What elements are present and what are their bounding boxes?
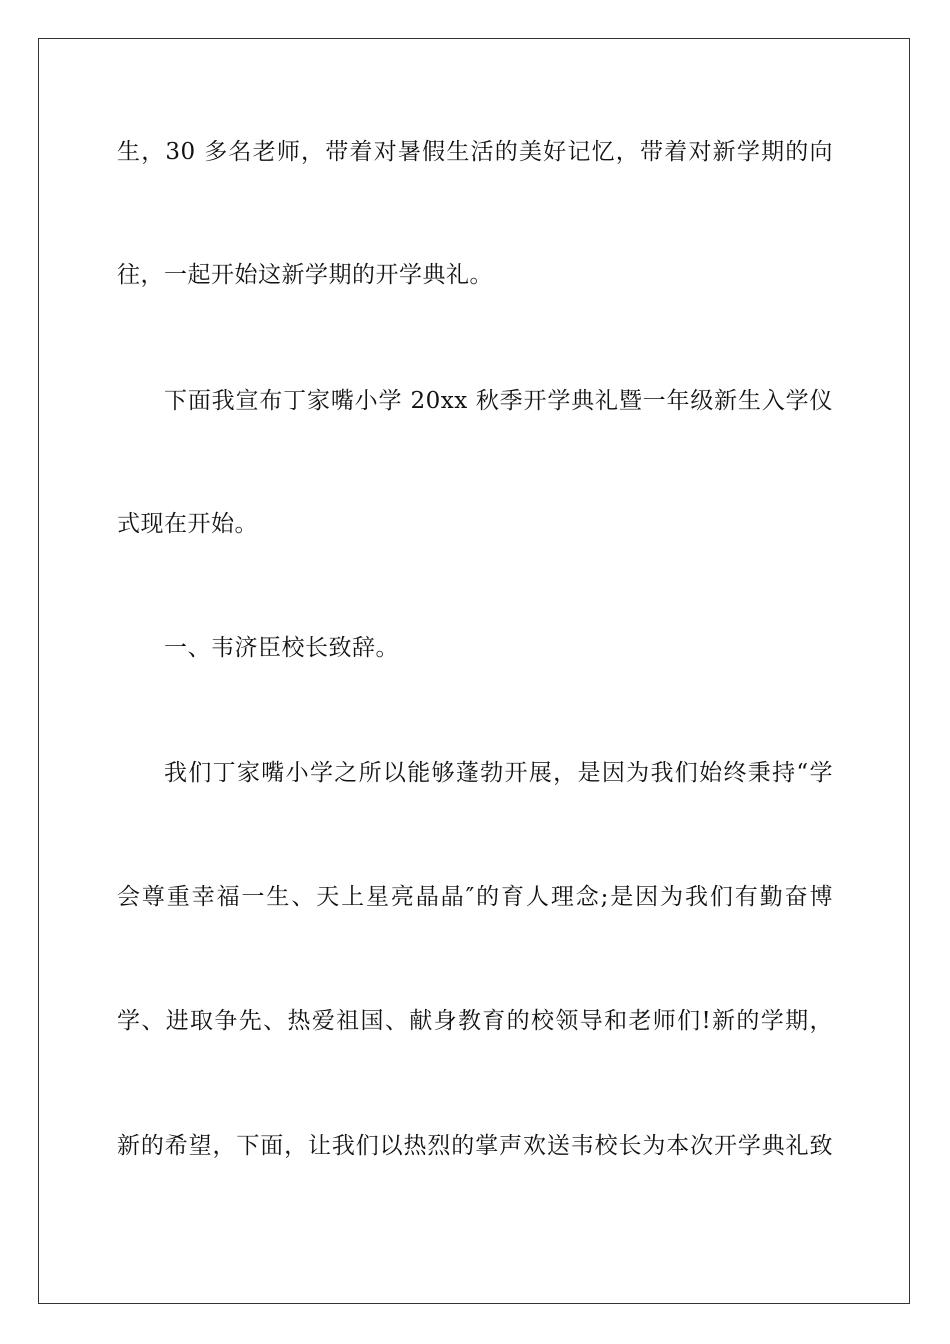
text-line-2: 往，一起开始这新学期的开学典礼。 [117, 262, 493, 288]
text-line-4: 式现在开始。 [117, 511, 258, 537]
section-heading: 一、韦济臣校长致辞。 [164, 635, 399, 661]
text-line-6: 我们丁家嘴小学之所以能够蓬勃开展，是因为我们始终秉持“学 [164, 760, 833, 786]
text-line-8: 学、进取争先、热爱祖国、献身教育的校领导和老师们!新的学期， [117, 1008, 833, 1034]
text-line-7: 会尊重幸福一生、天上星亮晶晶″的育人理念;是因为我们有勤奋博 [117, 884, 833, 910]
text-line-3: 下面我宣布丁家嘴小学 20xx 秋季开学典礼暨一年级新生入学仪 [164, 388, 833, 414]
text-line-9: 新的希望，下面，让我们以热烈的掌声欢送韦校长为本次开学典礼致 [117, 1133, 833, 1159]
text-line-1: 生，30 多名老师，带着对暑假生活的美好记忆，带着对新学期的向 [117, 139, 833, 165]
page-border [38, 38, 910, 1304]
